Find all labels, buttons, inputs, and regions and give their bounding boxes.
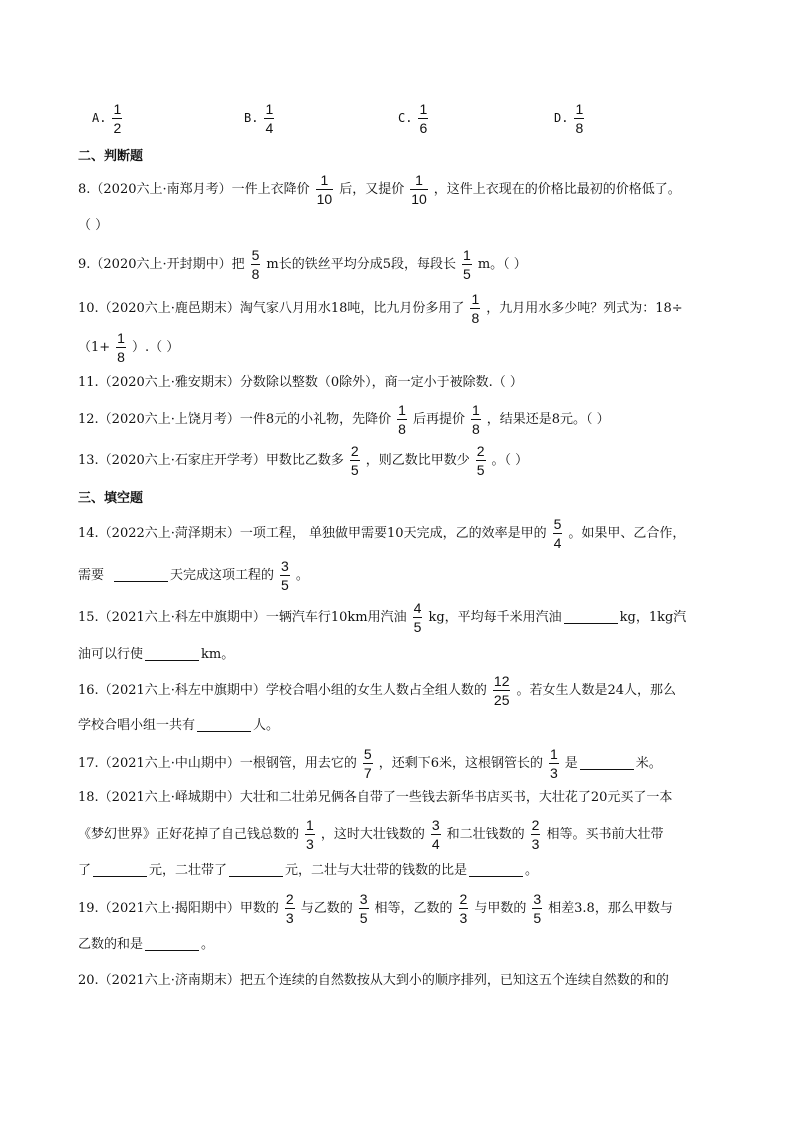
- option-b: B. $\frac{1}{4}$: [244, 100, 274, 136]
- answer-blank[interactable]: [114, 569, 168, 582]
- fraction: $\frac{1}{10}$: [411, 171, 427, 207]
- answer-blank[interactable]: [469, 864, 523, 877]
- question-10-cont: （1+ $\frac{1}{8}$ ）.（ ）: [78, 329, 180, 365]
- answer-blank[interactable]: [145, 648, 199, 661]
- answer-blank[interactable]: [564, 611, 618, 624]
- answer-blank[interactable]: [197, 719, 251, 732]
- section-heading-fill-blank: 三、填空题: [78, 490, 144, 506]
- section-heading-judgement: 二、判断题: [78, 148, 144, 164]
- question-8-answer: （ ）: [78, 217, 109, 233]
- fraction: $\frac{2}{5}$: [350, 442, 359, 478]
- question-15: 15.（2021六上·科左中旗期中）一辆汽车行10km用汽油 $\frac{4}{5}$ kg，平均每千米用汽油 kg，1kg汽: [78, 599, 687, 635]
- fraction: $\frac{1}{6}$: [419, 100, 428, 136]
- fraction: $\frac{12}{25}$: [493, 672, 510, 708]
- fraction: $\frac{1}{8}$: [398, 401, 406, 437]
- question-10: 10.（2020六上·鹿邑期末）淘气家八月用水18吨，比九月份多用了 $\frac{1}{8}$ ，九月用水多少吨？列式为：18÷: [78, 290, 683, 326]
- question-19: 19.（2021六上·揭阳期中）甲数的 $\frac{2}{3}$ 与乙数的 $\frac{3}{5}$ 相等，乙数的 $\frac{2}{3}$ 与甲数的 $\frac{3}{5}$ 相差3.8，那么甲数与: [78, 890, 673, 926]
- fraction: $\frac{3}{5}$: [359, 890, 368, 926]
- fraction: $\frac{1}{8}$: [471, 290, 480, 326]
- option-a: A. $\frac{1}{2}$: [92, 100, 122, 136]
- fraction: $\frac{1}{3}$: [306, 816, 314, 852]
- question-18: 18.（2021六上·峄城期中）大壮和二壮弟兄俩各自带了一些钱去新华书店买书，大壮花了20元买了一本: [78, 789, 673, 805]
- question-16-cont: 学校合唱小组一共有 人。: [78, 717, 280, 733]
- fraction: $\frac{1}{4}$: [265, 100, 274, 136]
- question-8: 8.（2020六上·南郑月考）一件上衣降价 $\frac{1}{10}$ 后，又提价 $\frac{1}{10}$ ，这件上衣现在的价格比最初的价格低了。: [78, 171, 681, 207]
- fraction: $\frac{3}{5}$: [281, 557, 289, 593]
- question-17: 17.（2021六上·中山期中）一根钢管，用去它的 $\frac{5}{7}$ ，还剩下6米，这根钢管长的 $\frac{1}{3}$ 是 米。: [78, 745, 662, 781]
- fraction: $\frac{1}{8}$: [471, 401, 480, 437]
- question-18-cont: 《梦幻世界》正好花掉了自己钱总数的 $\frac{1}{3}$ ，这时大壮钱数的 $\frac{3}{4}$ 和二壮钱数的 $\frac{2}{3}$ 相等。买书前大壮带: [78, 816, 664, 852]
- answer-blank[interactable]: [229, 864, 283, 877]
- fraction: $\frac{3}{4}$: [431, 816, 440, 852]
- fraction: $\frac{5}{7}$: [363, 745, 372, 781]
- fraction: $\frac{2}{3}$: [531, 816, 540, 852]
- fraction: $\frac{3}{5}$: [533, 890, 542, 926]
- answer-blank[interactable]: [580, 757, 634, 770]
- question-12: 12.（2020六上·上饶月考）一件8元的小礼物，先降价 $\frac{1}{8}$ 后再提价 $\frac{1}{8}$ ，结果还是8元。（ ）: [78, 401, 610, 437]
- question-19-cont: 乙数的和是 。: [78, 936, 215, 952]
- question-13: 13.（2020六上·石家庄开学考）甲数比乙数多 $\frac{2}{5}$ ，则乙数比甲数少 $\frac{2}{5}$ 。（ ）: [78, 442, 529, 478]
- fraction: $\frac{2}{3}$: [285, 890, 294, 926]
- fraction: $\frac{5}{4}$: [553, 515, 562, 551]
- question-15-cont: 油可以行使 km。: [78, 646, 235, 662]
- fraction: $\frac{1}{8}$: [117, 329, 125, 365]
- fraction: $\frac{4}{5}$: [413, 599, 422, 635]
- fraction: $\frac{2}{3}$: [459, 890, 468, 926]
- answer-blank[interactable]: [145, 938, 199, 951]
- question-11: 11.（2020六上·雅安期末）分数除以整数（0除外），商一定小于被除数.（ ）: [78, 374, 523, 390]
- question-14: 14.（2022六上·菏泽期末）一项工程， 单独做甲需要10天完成，乙的效率是甲的 $\frac{5}{4}$ 。如果甲、乙合作，: [78, 515, 686, 551]
- fraction: $\frac{1}{8}$: [575, 100, 584, 136]
- answer-blank[interactable]: [93, 864, 147, 877]
- question-16: 16.（2021六上·科左中旗期中）学校合唱小组的女生人数占全组人数的 $\frac{12}{25}$ 。若女生人数是24人，那么: [78, 672, 677, 708]
- option-d: D. $\frac{1}{8}$: [554, 100, 584, 136]
- question-18-cont2: 了 元，二壮带了 元，二壮与大壮带的钱数的比是 。: [78, 862, 539, 878]
- question-9: 9.（2020六上·开封期中）把 $\frac{5}{8}$ m长的铁丝平均分成5段，每段长 $\frac{1}{5}$ m。（ ）: [78, 246, 527, 282]
- fraction: $\frac{1}{3}$: [549, 745, 558, 781]
- option-c: C. $\frac{1}{6}$: [398, 100, 428, 136]
- fraction: $\frac{5}{8}$: [251, 246, 260, 282]
- fraction: $\frac{2}{5}$: [476, 442, 485, 478]
- fraction: $\frac{1}{2}$: [113, 100, 122, 136]
- fraction: $\frac{1}{10}$: [316, 171, 333, 207]
- question-14-cont: 需要 天完成这项工程的 $\frac{3}{5}$ 。: [78, 557, 309, 593]
- fraction: $\frac{1}{5}$: [463, 246, 471, 282]
- question-20: 20.（2021六上·济南期末）把五个连续的自然数按从大到小的顺序排列，已知这五个连续自然数的和的: [78, 972, 669, 988]
